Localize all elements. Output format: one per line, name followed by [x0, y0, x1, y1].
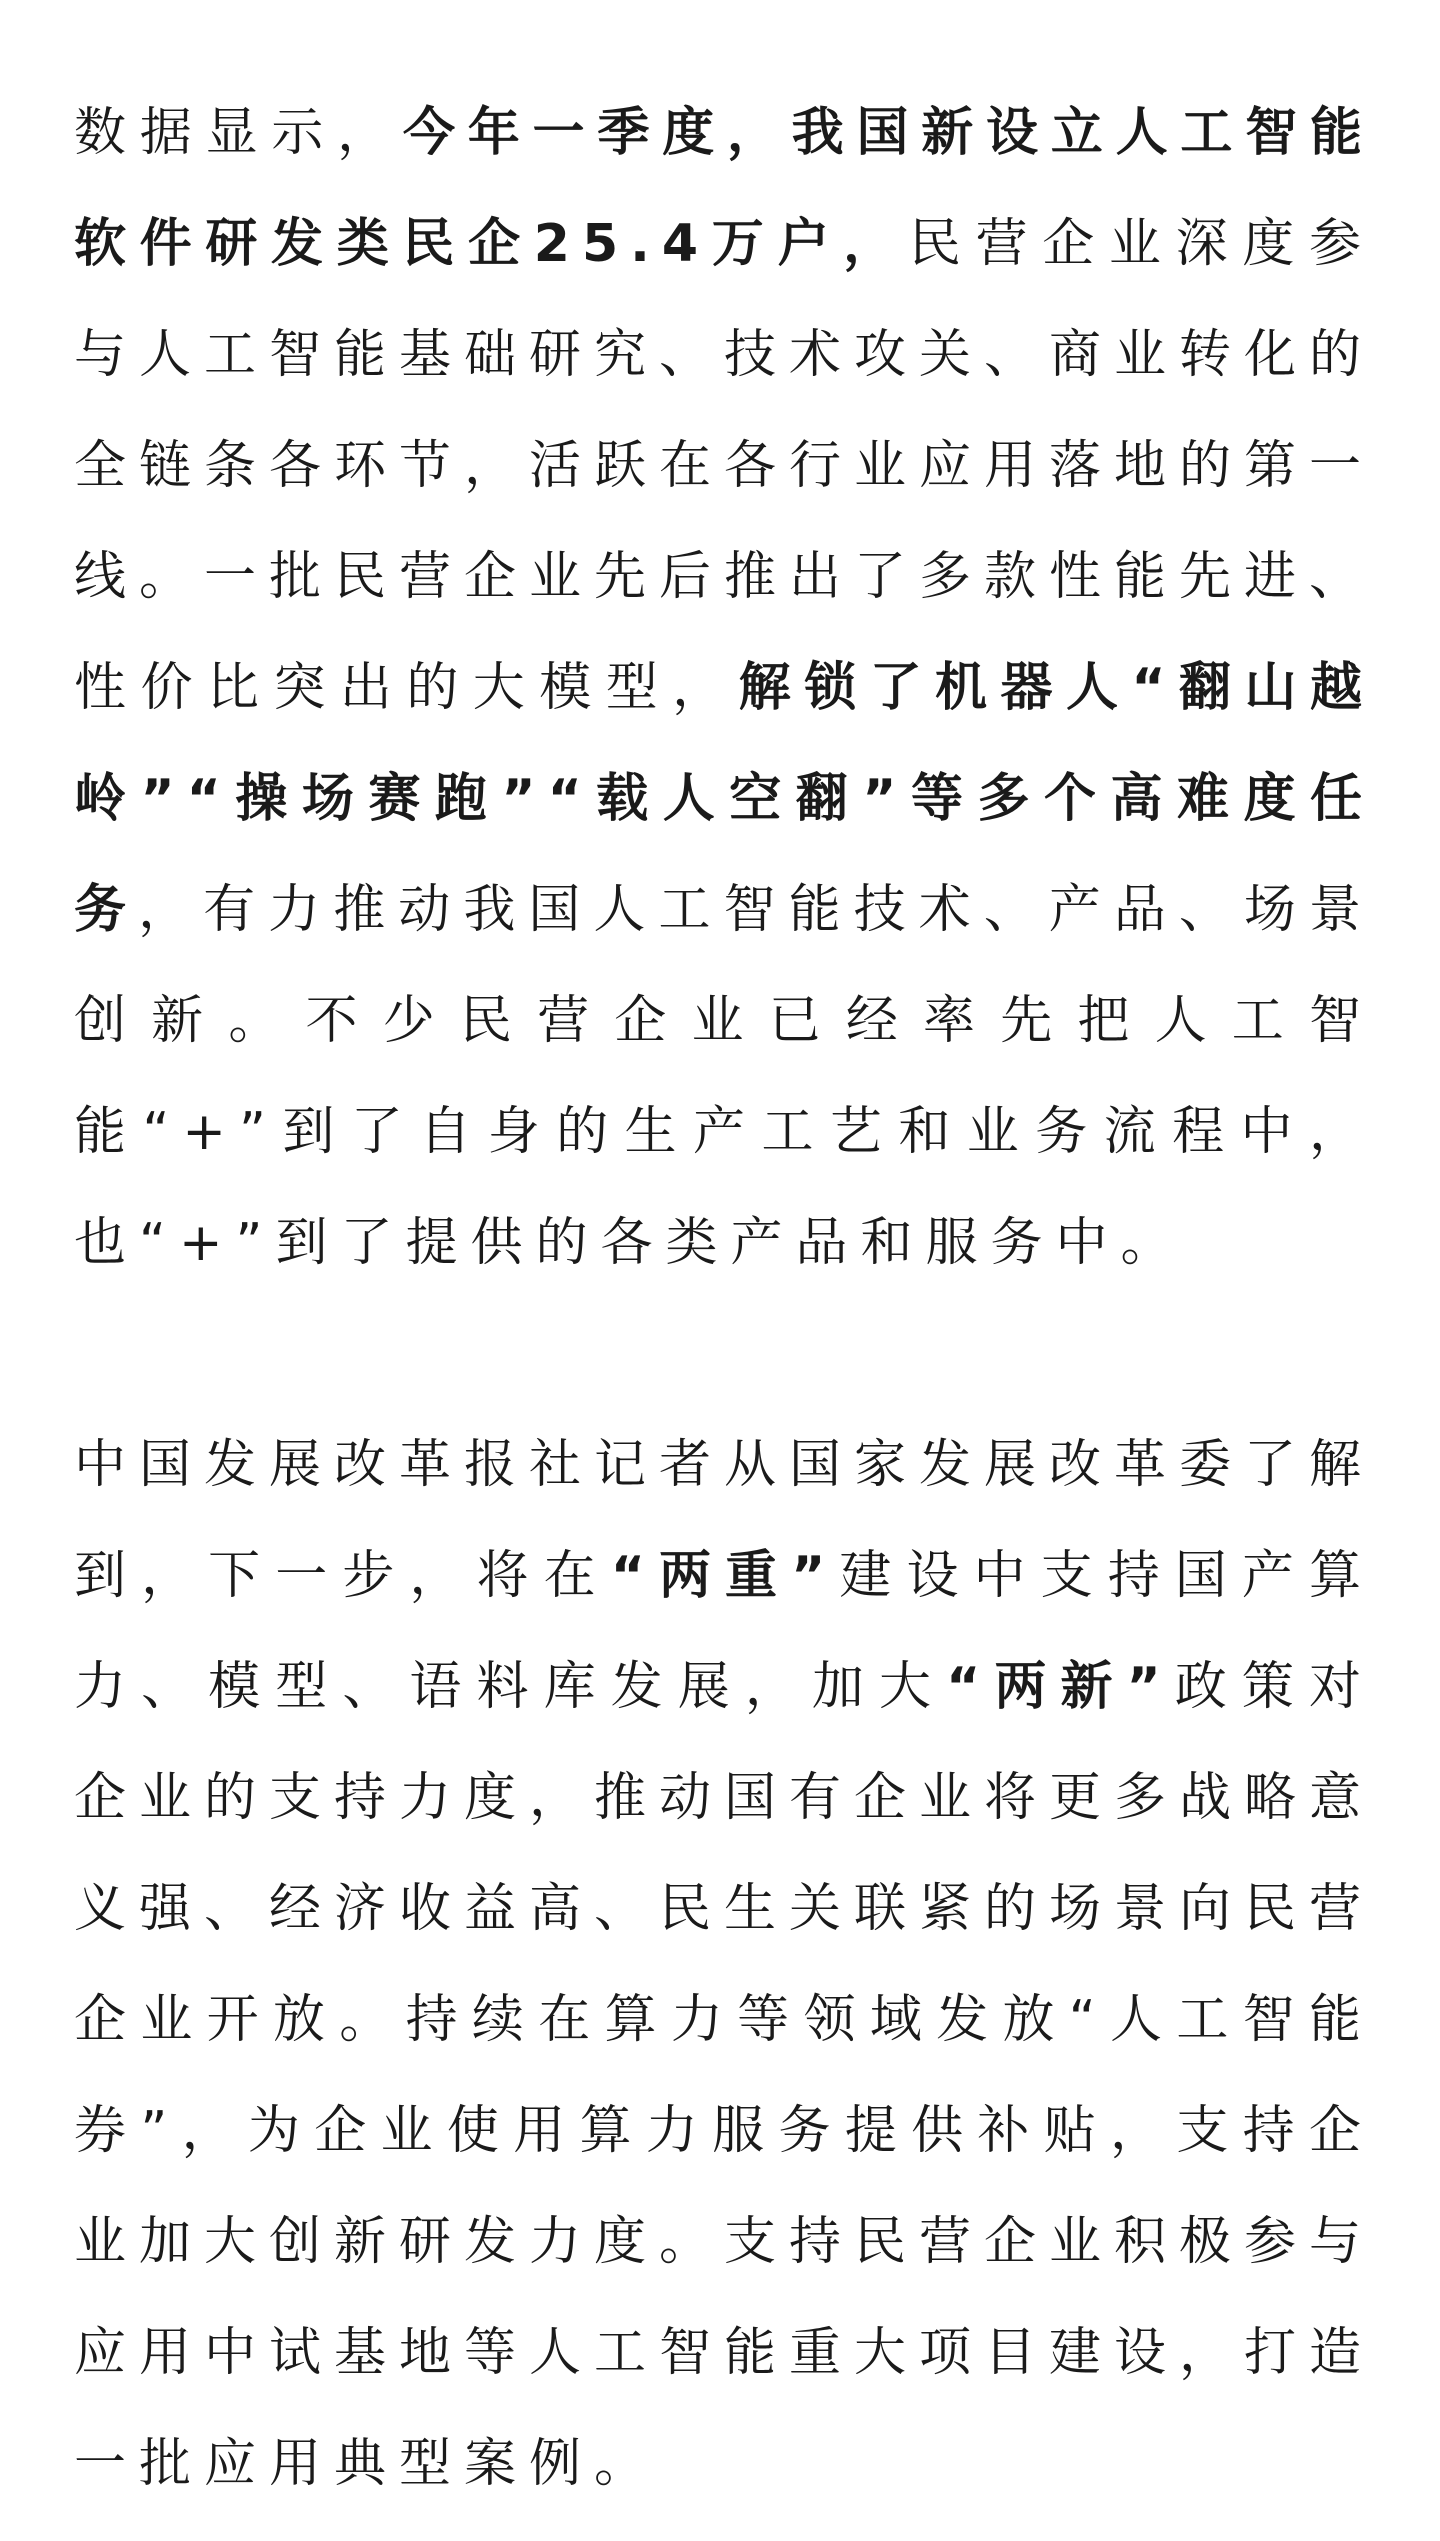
text-segment: ，有力推动我国人工智能技术、产品、场景创新。不少民营企业已经率先把人工智能“+”到了自身的生产工艺和业务流程中，也“+”到了提供的各类产品和服务中。 [74, 880, 1374, 1273]
text-segment: 中国发展改革报社记者从国家发展改革委了解到，下一步，将在 [74, 1435, 1375, 1606]
text-segment: 民营企业深度参与人工智能基础研究、技术攻关、商业转化的全链条各环节，活跃在各行业应用落地的第一线。一批民营企业先后推出了多款性能先进、性价比突出的大模型， [74, 214, 1375, 718]
article-body [74, 78, 1374, 2520]
text-segment: 建设中支持国产算力、模型、语料库发展，加大 [74, 1546, 1374, 1717]
bold-text-segment: “两新” [946, 1657, 1173, 1717]
bold-text-segment: 解锁了机器人“翻山越岭”“操场赛跑”“载人空翻”等多个高难度任务 [74, 658, 1374, 940]
text-segment: 政策对企业的支持力度，推动国有企业将更多战略意义强、经济收益高、民生关联紧的场景向民营企业开放。持续在算力等领域发放“人工智能券”，为企业使用算力服务提供补贴，支持企业加大创新研发力度。支持民营企业积极参与应用中试基地等人工智能重大项目建设，打造一批应用典型案例。 [74, 1657, 1375, 2494]
paragraph-2 [74, 1410, 1374, 2520]
bold-text-segment: “两重” [610, 1546, 838, 1606]
paragraph-1 [74, 78, 1374, 1299]
bold-text-segment: 今年一季度，我国新设立人工智能软件研发类民企25.4万户， [74, 103, 1374, 274]
text-segment: 数据显示， [74, 103, 403, 163]
